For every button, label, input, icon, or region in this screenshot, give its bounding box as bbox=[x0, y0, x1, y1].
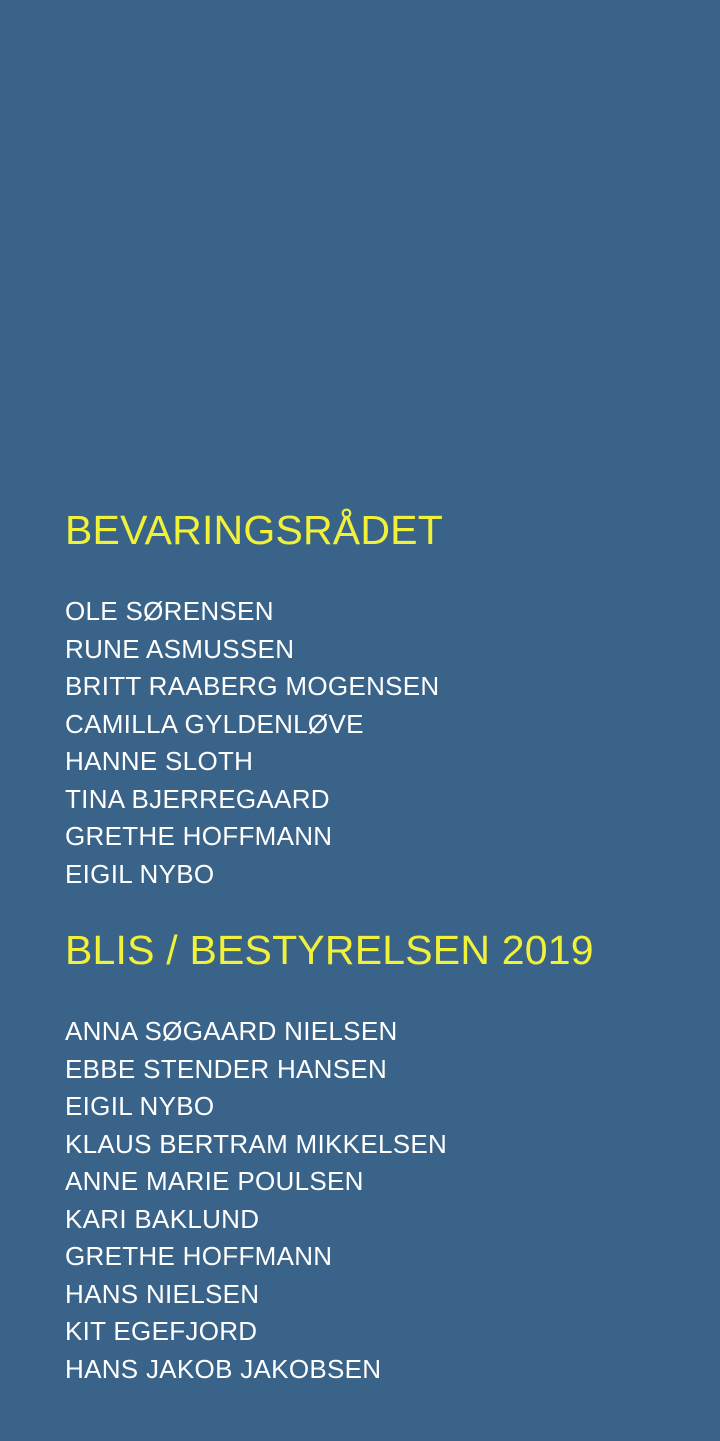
member-name: OLE SØRENSEN bbox=[65, 596, 274, 626]
member-name: HANNE SLOTH bbox=[65, 746, 254, 776]
bestyrelsen-section bbox=[65, 926, 594, 1388]
bevaringsraadet-section bbox=[65, 506, 443, 893]
member-name: ANNE MARIE POULSEN bbox=[65, 1166, 364, 1196]
member-name: GRETHE HOFFMANN bbox=[65, 1241, 333, 1271]
member-list bbox=[65, 593, 443, 893]
member-name: KARI BAKLUND bbox=[65, 1203, 260, 1234]
member-name: GRETHE HOFFMANN bbox=[65, 821, 333, 851]
member-name: BRITT RAABERG MOGENSEN bbox=[65, 671, 440, 701]
member-name: HANS JAKOB JAKOBSEN bbox=[65, 1353, 382, 1384]
member-name: TINA BJERREGAARD bbox=[65, 783, 330, 814]
member-name: RUNE ASMUSSEN bbox=[65, 633, 295, 664]
member-name: KIT EGEFJORD bbox=[65, 1316, 258, 1346]
member-name: KLAUS BERTRAM MIKKELSEN bbox=[65, 1128, 448, 1159]
member-list bbox=[65, 1013, 594, 1388]
member-name: CAMILLA GYLDENLØVE bbox=[65, 708, 364, 739]
member-name: ANNA SØGAARD NIELSEN bbox=[65, 1016, 398, 1046]
member-name: EIGIL NYBO bbox=[65, 858, 215, 889]
member-name: HANS NIELSEN bbox=[65, 1278, 260, 1309]
section-heading: BLIS / BESTYRELSEN 2019 bbox=[65, 927, 594, 973]
member-name: EIGIL NYBO bbox=[65, 1091, 215, 1121]
member-name: EBBE STENDER HANSEN bbox=[65, 1053, 388, 1084]
section-heading: BEVARINGSRÅDET bbox=[65, 507, 443, 553]
